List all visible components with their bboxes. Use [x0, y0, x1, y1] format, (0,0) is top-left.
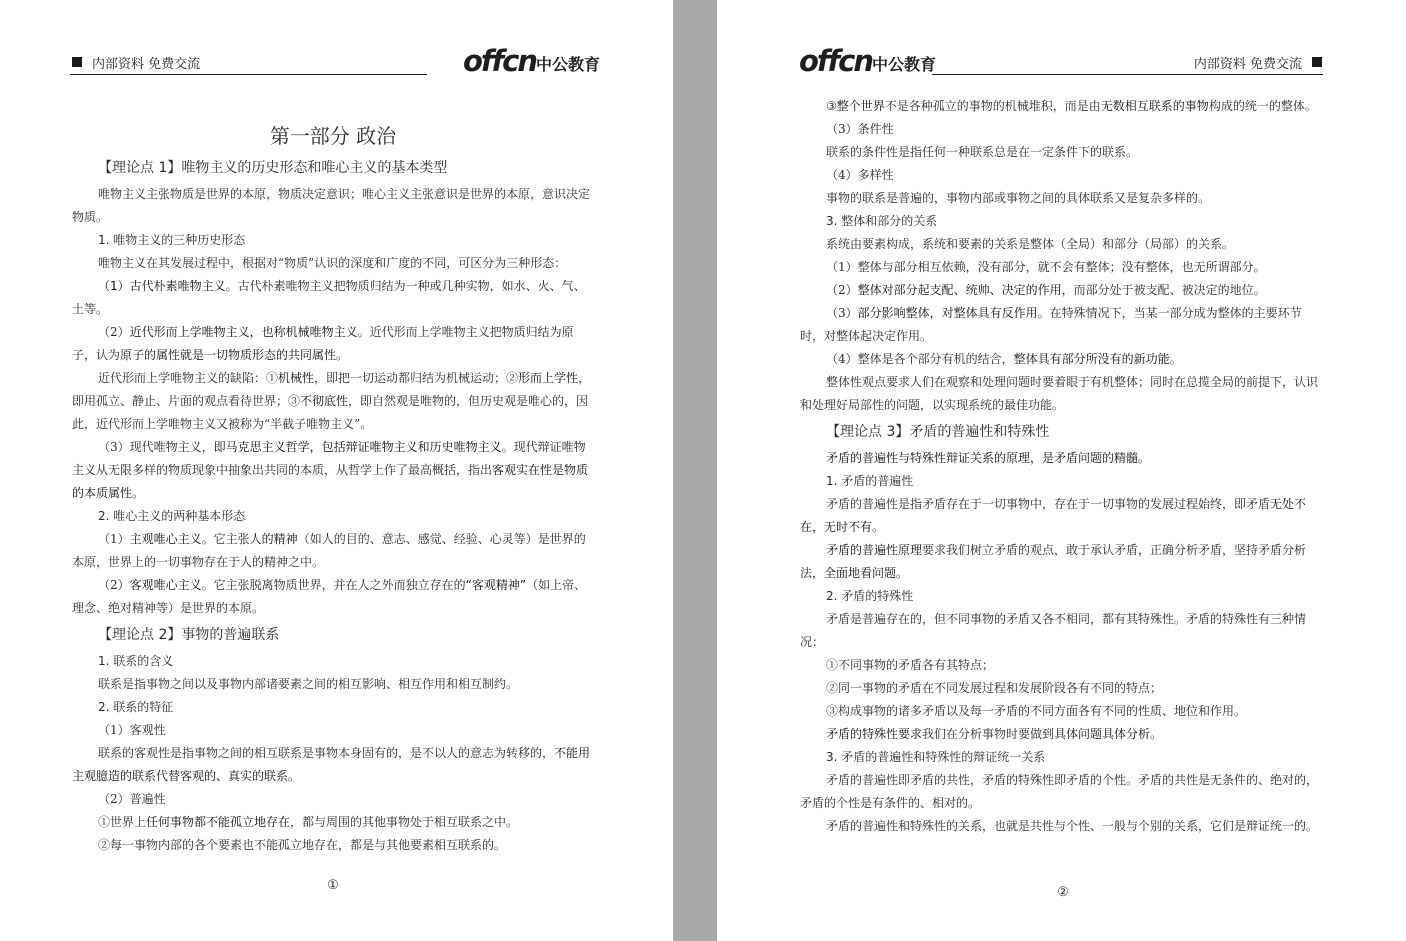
point2-c2-title: （2）普遍性 [98, 792, 166, 806]
point1-s1-intro: 唯物主义在其发展过程中，根据对“物质”认识的深度和广度的不同，可区分为三种形态： [98, 256, 567, 270]
page-number: ① [327, 878, 339, 893]
point3-s3-2: 矛盾的普遍性和特殊性的关系，也就是共性与个性、一般与个别的关系，它们是辩证统一的。 [826, 819, 1319, 833]
point1-intro: 唯物主义主张物质是世界的本原，物质决定意识；唯心主义主张意识是世界的本原，意识决定物质。 [72, 187, 591, 224]
w2-a: （2） [826, 283, 858, 297]
right-page [717, 0, 1406, 941]
page-number: ② [1057, 885, 1069, 900]
form2-bold2: 原子的属性就是一切物质形态的共同属性。 [120, 348, 349, 362]
r1-a: ③ [826, 99, 837, 113]
form3-b: 即马克思主义哲学，包括辩证唯物主义和历史唯物主义 [213, 440, 502, 454]
particularity-2: ②同一事物的矛盾在不同发展过程和发展阶段各有不同的特点； [826, 681, 1163, 695]
whole-part-1: （1）整体与部分相互依赖，没有部分，就不会有整体；没有整体，也无所谓部分。 [826, 260, 1266, 274]
point2-heading: 【理论点 2】事物的普遍联系 [98, 627, 280, 643]
right-body [800, 95, 1324, 838]
def-e: ，即自然观是唯物的，但历史观是唯心的，因此，近代形而上学唯物主义又被称为“半截子唯物主义”。 [72, 394, 589, 431]
c3-title: （3）条件性 [826, 122, 894, 136]
form2-rest: 近代形而上学唯物主义把物质归结为原子，认为 [72, 325, 574, 362]
logo-cn: 中公教育 [872, 55, 937, 74]
paragraph-form3 [72, 436, 594, 505]
point2-s1-text: 联系是指事物之间以及事物内部诸要素之间的相互影响、相互作用和相互制约。 [98, 677, 519, 691]
i2-a: （2） [98, 578, 130, 592]
whole-part-2 [800, 279, 1324, 302]
c4-text: 事物的联系是普遍的，事物内部或事物之间的具体联系又是复杂多样的。 [826, 191, 1211, 205]
logo-cn: 中公教育 [536, 55, 601, 74]
s2-4c: 具体问题具体分析。 [1054, 727, 1163, 741]
form1-bold: （1）古代朴素唯物主义。 [98, 279, 238, 293]
left-header [70, 44, 601, 78]
c1-b: 不能用主观臆造的联系代替客观的、真实的联系。 [72, 746, 591, 783]
left-body [72, 121, 594, 857]
s3-text: 系统由要素构成，系统和要素的关系是整体（全局）和部分（局部）的关系。 [826, 237, 1235, 251]
w2-b: 整体对部分起支配、统帅、决定的作用 [857, 283, 1062, 297]
paragraph-universal1 [72, 811, 594, 834]
c2-1c: ，都与周围的其他事物处于相互联系之中。 [290, 815, 519, 829]
form2-num: （2） [98, 325, 130, 339]
point2-c1-title: （1）客观性 [98, 723, 166, 737]
header-square-icon [1312, 57, 1322, 67]
i2-e: （如上帝、理念、绝对精神等）是世界的本原。 [72, 578, 587, 615]
s2-4a: 矛盾的特殊性要求 [826, 727, 923, 741]
paragraph-universality [800, 493, 1324, 539]
s2-4b: 我们在分析事物时要做到 [922, 727, 1055, 741]
point3-lead: 矛盾的普遍性与特殊性辩证关系的原理，是矛盾问题的精髓。 [826, 451, 1151, 465]
paragraph-idealism2 [72, 574, 594, 620]
s1-a: 矛盾的普遍性是指矛盾存在于一切事物中，存在于一切事物的发展过程始终，即矛盾 [826, 497, 1271, 511]
c3-text: 联系的条件性是指任何一种联系总是在一定条件下的联系。 [826, 145, 1139, 159]
r1-e: 构成的统一的整体。 [1208, 99, 1317, 113]
point2-s2-title: 2. 联系的特征 [98, 700, 174, 714]
form1-rest: 古代朴素唯物主义把物质归结为一种或几种实物，如水、火、气、土等。 [72, 279, 586, 316]
logo-text: offcn [463, 44, 536, 78]
form3-d: 客观实在性是物质的本质属性。 [72, 463, 589, 500]
point1-s1-title: 1. 唯物主义的三种历史形态 [98, 233, 246, 247]
s3-title: 3. 整体和部分的关系 [826, 214, 938, 228]
left-page [0, 0, 673, 941]
i2-d: “客观精神” [465, 578, 527, 592]
point1-s2-title: 2. 唯心主义的两种基本形态 [98, 509, 246, 523]
i1-d: 人的精神 [249, 532, 298, 546]
w3-b: 部分影响整体，对整体具有反作用 [857, 306, 1038, 320]
point3-s1-title: 1. 矛盾的普遍性 [826, 474, 914, 488]
w3-a: （3） [826, 306, 858, 320]
i1-a: （1） [98, 532, 130, 546]
form3-a: （3）现代唯物主义， [98, 440, 214, 454]
s1-e: 全面地看问题。 [824, 566, 909, 580]
i1-b: 主观唯心主义 [129, 532, 202, 546]
r1-c: 不是各种孤立的事物的机械堆积，而是由 [884, 99, 1101, 113]
offcn-logo [799, 44, 936, 78]
paragraph-idealism1 [72, 528, 594, 574]
paragraph-universal2: ②每一事物内部的各个要素也不能孤立地存在，都是与其他要素相互联系的。 [98, 838, 507, 852]
c2-1a: ①世界上 [98, 815, 147, 829]
point3-s3-title: 3. 矛盾的普遍性和特殊性的辩证统一关系 [826, 750, 1046, 764]
paragraph-objectivity [72, 742, 594, 788]
point1-heading: 【理论点 1】唯物主义的历史形态和唯心主义的基本类型 [98, 160, 448, 176]
c2-1b: 任何事物都不能孤立地存在 [146, 815, 291, 829]
paragraph-whole-world [800, 95, 1324, 118]
i1-c: 。它主张 [201, 532, 250, 546]
r1-d: 无数相互联系的事物 [1100, 99, 1209, 113]
i2-c: 。它主张脱离物质世界，并在人之外而独立存在的 [201, 578, 466, 592]
def-b1: 机械性 [278, 371, 315, 385]
def-a: 近代形而上学唯物主义的缺陷：① [98, 371, 279, 385]
paragraph-form1 [72, 275, 594, 321]
whole-part-3 [800, 302, 1324, 348]
whole-part-5: 整体性观点要求人们在观察和处理问题时要着眼于有机整体；同时在总揽全局的前提下，认识和处理好局部性的问题，以实现系统的最佳功能。 [800, 375, 1319, 412]
i2-b: 客观唯心主义 [129, 578, 202, 592]
header-label: 内部资料 免费交流 [1193, 57, 1302, 72]
w4-b: 整体具有部分所没有的新功能 [1013, 352, 1170, 366]
particularity-4 [800, 723, 1324, 746]
offcn-logo [463, 44, 600, 78]
point2-s1-title: 1. 联系的含义 [98, 654, 174, 668]
paragraph-form2 [72, 321, 594, 367]
header-square-icon [72, 57, 82, 67]
def-d: ，即用孤立、静止、片面的观点看待世界；③ [72, 371, 591, 408]
r1-b: 整个世界 [836, 99, 885, 113]
def-b2: 形而上学性 [518, 371, 579, 385]
point3-s3-1: 矛盾的普遍性即矛盾的共性，矛盾的特殊性即矛盾的个性。矛盾的共性是无条件的、绝对的，矛盾的个性是有条件的、相对的。 [800, 773, 1319, 810]
logo-text: offcn [799, 44, 872, 78]
w3-c: 。在特殊情况下，当某一部分成为整体的主要环节时，对整体起决定作用。 [800, 306, 1302, 343]
def-b3: 不彻底性 [300, 394, 349, 408]
whole-part-4 [800, 348, 1324, 371]
point3-s2-text: 矛盾是普遍存在的，但不同事物的矛盾又各不相同，都有其特殊性。矛盾的特殊性有三种情况： [800, 612, 1307, 649]
right-header [799, 44, 1324, 78]
w4-a: （4）整体是各个部分有机的结合， [826, 352, 1014, 366]
w2-c: ，而部分处于被支配、被决定的地位。 [1061, 283, 1266, 297]
part-title: 第一部分 政治 [269, 124, 397, 148]
header-rule [70, 74, 427, 75]
w4-c: 。 [1169, 352, 1182, 366]
point3-heading: 【理论点 3】矛盾的普遍性和特殊性 [826, 424, 1050, 440]
i1-e: （如人的目的、意志、感觉、经验、心灵等）是世界的本原，世界上的一切事物存在于人的精神之中。 [72, 532, 586, 569]
header-rule [932, 74, 1323, 75]
paragraph-universality-principle [800, 539, 1324, 585]
point3-s2-title: 2. 矛盾的特殊性 [826, 589, 914, 603]
form3-c: 。现代辩证唯物主义从无限多样的物质现象中抽象出共同的本质，从哲学上作了最高概括，指出 [72, 440, 586, 477]
s1-b: 无处不在，无时不有。 [800, 497, 1307, 534]
c4-title: （4）多样性 [826, 168, 894, 182]
s1-c: 矛盾的普遍性原理 [826, 543, 923, 557]
form2-bold: 近代形而上学唯物主义，也称机械唯物主义。 [129, 325, 370, 339]
particularity-1: ①不同事物的矛盾各有其特点； [826, 658, 995, 672]
particularity-3: ③构成事物的诸多矛盾以及每一矛盾的不同方面各有不同的性质、地位和作用。 [826, 704, 1247, 718]
def-c: ，即把一切运动都归结为机械运动；② [314, 371, 519, 385]
c1-a: 联系的客观性是指事物之间的相互联系是事物本身固有的，是不以人的意志为转移的， [98, 746, 555, 760]
s1-d: 要求我们树立矛盾的观点，敢于承认矛盾，正确分析矛盾，坚持矛盾分析法， [800, 543, 1307, 580]
page-gutter [673, 0, 717, 941]
paragraph-defects [72, 367, 594, 436]
header-label: 内部资料 免费交流 [92, 57, 201, 72]
